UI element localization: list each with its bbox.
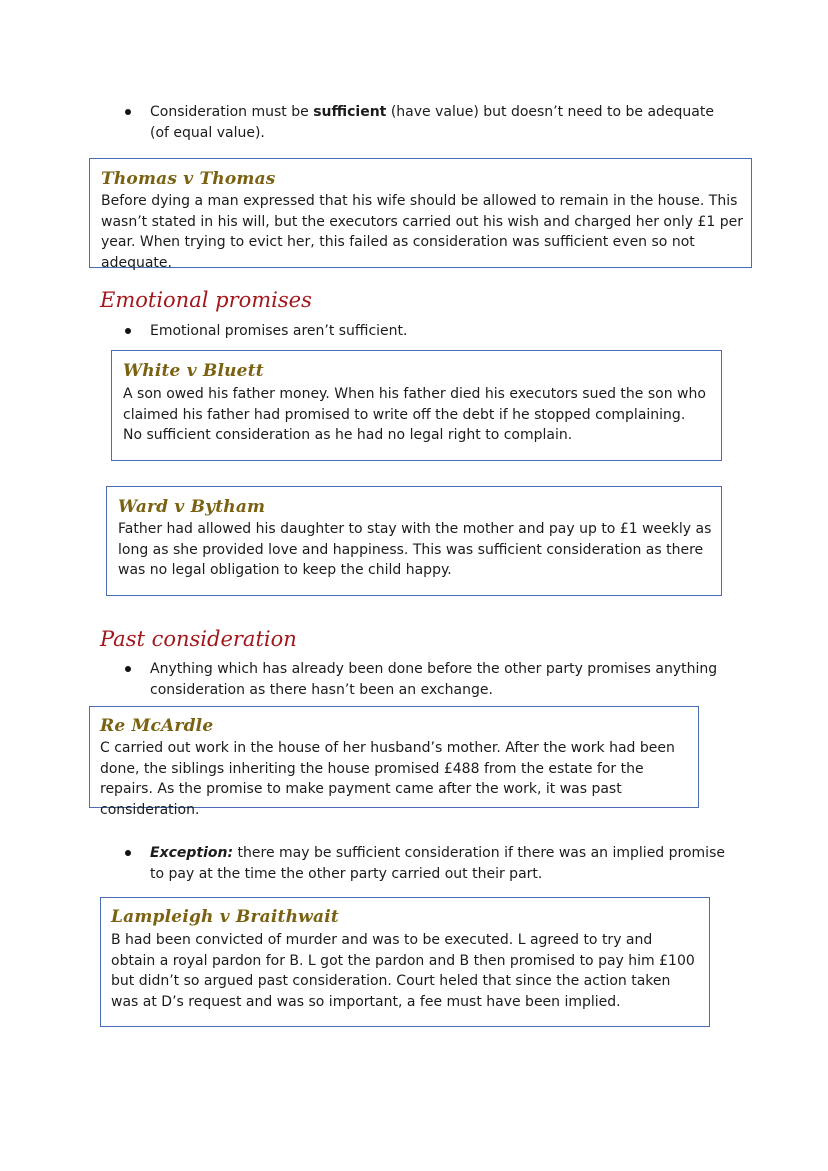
bullet-emotional xyxy=(150,321,710,342)
case-text: A son owed his father money. When his father died his executors sued the son who claimed his father had promised to write off the debt if he stopped complaining. No sufficient consideration as he had no legal right to complain. xyxy=(123,386,706,443)
case-box-ward-v-bytham xyxy=(106,486,722,596)
bullet-text-post: there may be sufficient consideration if there was an implied promise to pay at the time the other party carried out their part. xyxy=(150,845,725,882)
case-box-thomas xyxy=(89,158,752,271)
bullet-exception xyxy=(150,843,730,885)
section-heading-past-consideration: Past consideration xyxy=(100,627,297,651)
bullet-dot-icon xyxy=(125,328,131,334)
bullet-sufficient xyxy=(150,102,730,144)
bullet-text: Anything which has already been done before the other party promises anything consideration as there hasn’t been an exchange. xyxy=(150,661,718,698)
case-title: Ward v Bytham xyxy=(118,497,266,517)
case-box-lampleigh-v-braithwait xyxy=(100,897,710,1027)
case-text: C carried out work in the house of her husband’s mother. After the work had been done, the siblings inheriting the house promised £488 from the estate for the repairs. As the promise to make payment came after the work, it was past consideration. xyxy=(100,740,675,818)
bullet-dot-icon xyxy=(125,666,131,672)
case-box-re-mcardle xyxy=(89,706,699,818)
case-box-white-v-bluett xyxy=(111,350,722,461)
case-title: Re McArdle xyxy=(100,716,214,736)
case-title: Thomas v Thomas xyxy=(101,169,276,189)
case-title: Lampleigh v Braithwait xyxy=(111,907,339,927)
bullet-text-bold: sufficient xyxy=(313,104,387,120)
bullet-dot-icon xyxy=(125,850,131,856)
bullet-text-pre: Consideration must be xyxy=(150,104,314,120)
bullet-dot-icon xyxy=(125,109,131,115)
case-text: B had been convicted of murder and was to be executed. L agreed to try and obtain a royal pardon for B. L got the pardon and B then promised to pay him £100 but didn’t so argued past consideration. Court heled that since the action taken was at D’s request and was so important, a fee must have been implied. xyxy=(111,932,695,1010)
case-text: Father had allowed his daughter to stay with the mother and pay up to £1 weekly as long as she provided love and happiness. This was sufficient consideration as there was no legal obligation to keep the child happy. xyxy=(118,521,712,578)
section-heading-emotional-promises: Emotional promises xyxy=(100,288,312,312)
case-text: Before dying a man expressed that his wife should be allowed to remain in the house. This wasn’t stated in his will, but the executors carried out his wish and charged her only £1 per year. When trying to evict her, this failed as consideration was sufficient even so not adequate. xyxy=(101,193,743,271)
bullet-past-consideration xyxy=(150,659,720,701)
bullet-text-exception: Exception: xyxy=(150,845,234,861)
bullet-text-post: (have value) but doesn’t need to be adequate (of equal value). xyxy=(150,104,714,141)
bullet-text: Emotional promises aren’t sufficient. xyxy=(150,323,408,339)
case-title: White v Bluett xyxy=(123,361,264,381)
